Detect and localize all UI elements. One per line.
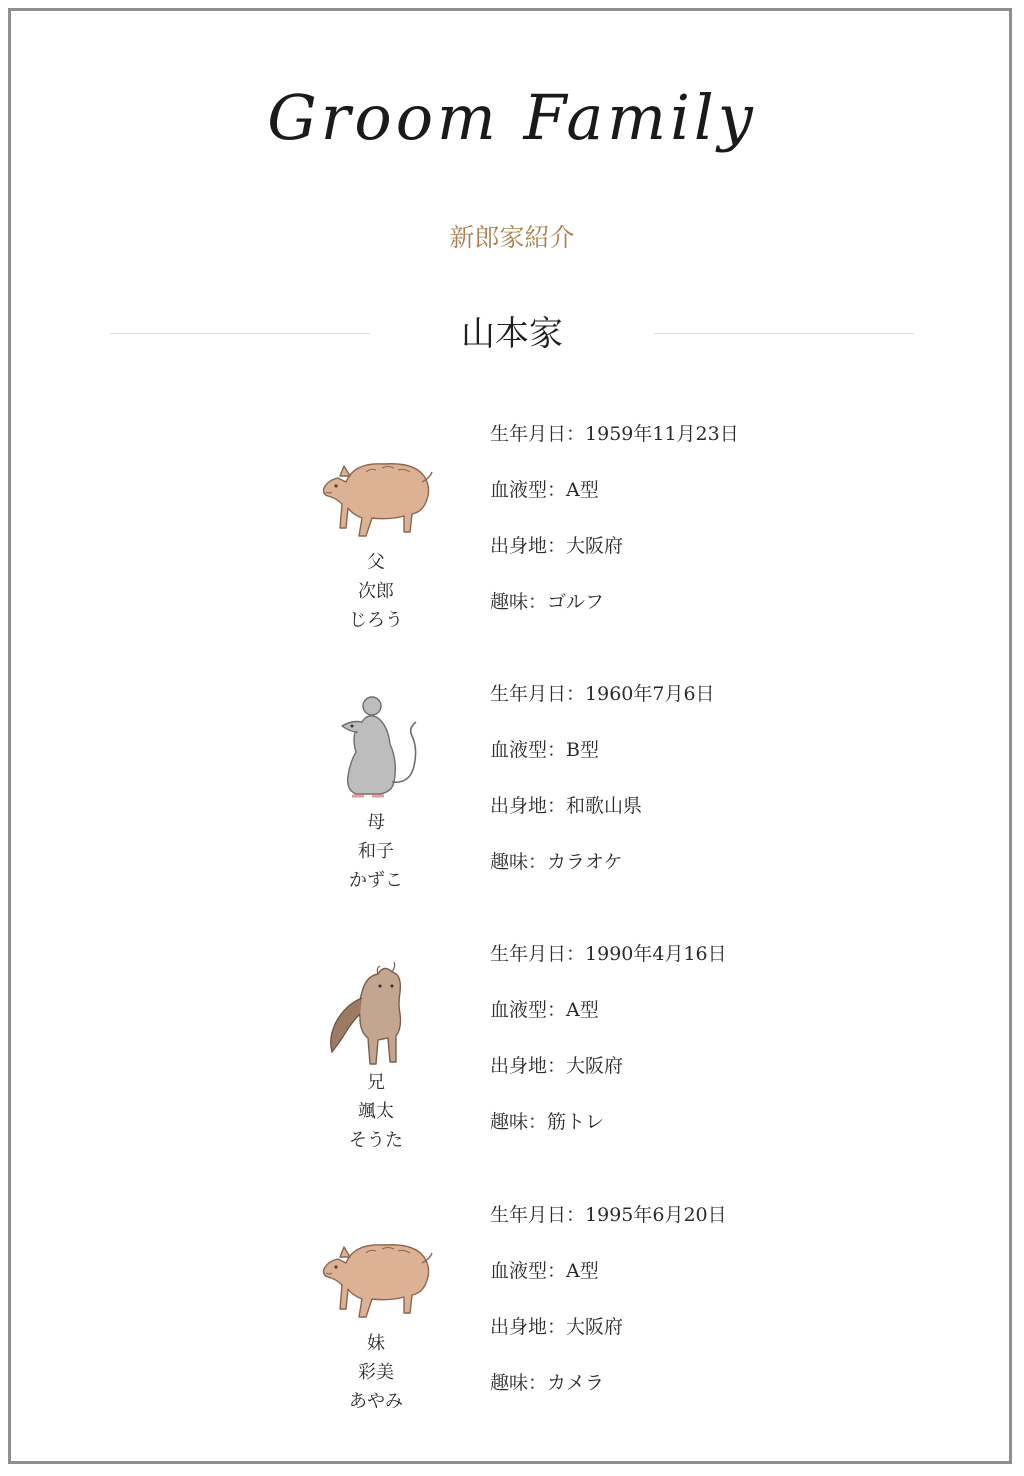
blood-label: 血液型：	[490, 479, 567, 501]
blood-value: A型	[566, 479, 599, 501]
member-relation: 兄	[367, 1072, 385, 1093]
member-card-brother	[0, 940, 1024, 1180]
script-title: Groom Family	[267, 81, 757, 154]
blood-label: 血液型：	[490, 999, 567, 1021]
member-reading: じろう	[349, 610, 403, 631]
member-reading: あやみ	[349, 1391, 403, 1412]
hobby-field	[490, 588, 930, 644]
member-details	[490, 680, 930, 904]
birthday-field	[490, 1201, 930, 1257]
birthday-value: 1995年6月20日	[585, 1204, 727, 1226]
hobby-value: 筋トレ	[547, 1111, 605, 1133]
birthday-field	[490, 680, 930, 736]
member-name: 颯太	[358, 1101, 394, 1122]
hobby-field	[490, 1108, 930, 1164]
hometown-field	[490, 1052, 930, 1108]
hometown-field	[490, 532, 930, 588]
hobby-value: ゴルフ	[547, 591, 605, 613]
member-relation: 父	[367, 552, 385, 573]
birthday-label: 生年月日：	[490, 1204, 586, 1226]
birthday-field	[490, 940, 930, 996]
hometown-label: 出身地：	[490, 1316, 567, 1338]
member-details	[490, 1201, 930, 1425]
member-name: 和子	[358, 841, 394, 862]
blood-value: A型	[566, 1260, 599, 1282]
family-heading	[0, 306, 1024, 362]
hobby-field	[490, 1369, 930, 1425]
member-relation: 母	[367, 812, 385, 833]
birthday-label: 生年月日：	[490, 423, 586, 445]
member-name: 彩美	[358, 1362, 394, 1383]
hobby-label: 趣味：	[490, 1111, 548, 1133]
member-reading: かずこ	[349, 870, 403, 891]
hobby-field	[490, 848, 930, 904]
blood-field	[490, 476, 930, 532]
hometown-label: 出身地：	[490, 795, 567, 817]
birthday-value: 1960年7月6日	[585, 683, 715, 705]
hobby-value: カラオケ	[547, 851, 623, 873]
mouse-icon	[306, 692, 446, 810]
blood-value: A型	[566, 999, 599, 1021]
blood-label: 血液型：	[490, 1260, 567, 1282]
hometown-label: 出身地：	[490, 1055, 567, 1077]
member-relation: 妹	[367, 1333, 385, 1354]
birthday-value: 1990年4月16日	[585, 943, 727, 965]
member-card-father	[0, 420, 1024, 660]
birthday-label: 生年月日：	[490, 683, 586, 705]
birthday-label: 生年月日：	[490, 943, 586, 965]
blood-field	[490, 736, 930, 792]
family-name: 山本家	[461, 314, 563, 354]
birthday-value: 1959年11月23日	[585, 423, 739, 445]
hometown-value: 和歌山県	[566, 795, 643, 817]
member-name: 次郎	[358, 581, 394, 602]
member-details	[490, 420, 930, 644]
hometown-value: 大阪府	[566, 1316, 624, 1338]
hobby-label: 趣味：	[490, 591, 548, 613]
member-card-mother	[0, 680, 1024, 920]
hometown-label: 出身地：	[490, 535, 567, 557]
blood-label: 血液型：	[490, 739, 567, 761]
divider-right	[654, 333, 914, 334]
hobby-label: 趣味：	[490, 1372, 548, 1394]
hometown-value: 大阪府	[566, 535, 624, 557]
blood-field	[490, 1257, 930, 1313]
hometown-field	[490, 792, 930, 848]
blood-field	[490, 996, 930, 1052]
boar-icon	[306, 432, 446, 550]
hobby-label: 趣味：	[490, 851, 548, 873]
horse-icon	[306, 952, 446, 1070]
member-card-sister	[0, 1201, 1024, 1441]
hometown-value: 大阪府	[566, 1055, 624, 1077]
boar-icon	[306, 1213, 446, 1331]
hobby-value: カメラ	[547, 1372, 605, 1394]
page-subtitle: 新郎家紹介	[449, 223, 575, 252]
member-reading: そうた	[349, 1130, 403, 1151]
birthday-field	[490, 420, 930, 476]
member-details	[490, 940, 930, 1164]
blood-value: B型	[566, 739, 599, 761]
hometown-field	[490, 1313, 930, 1369]
